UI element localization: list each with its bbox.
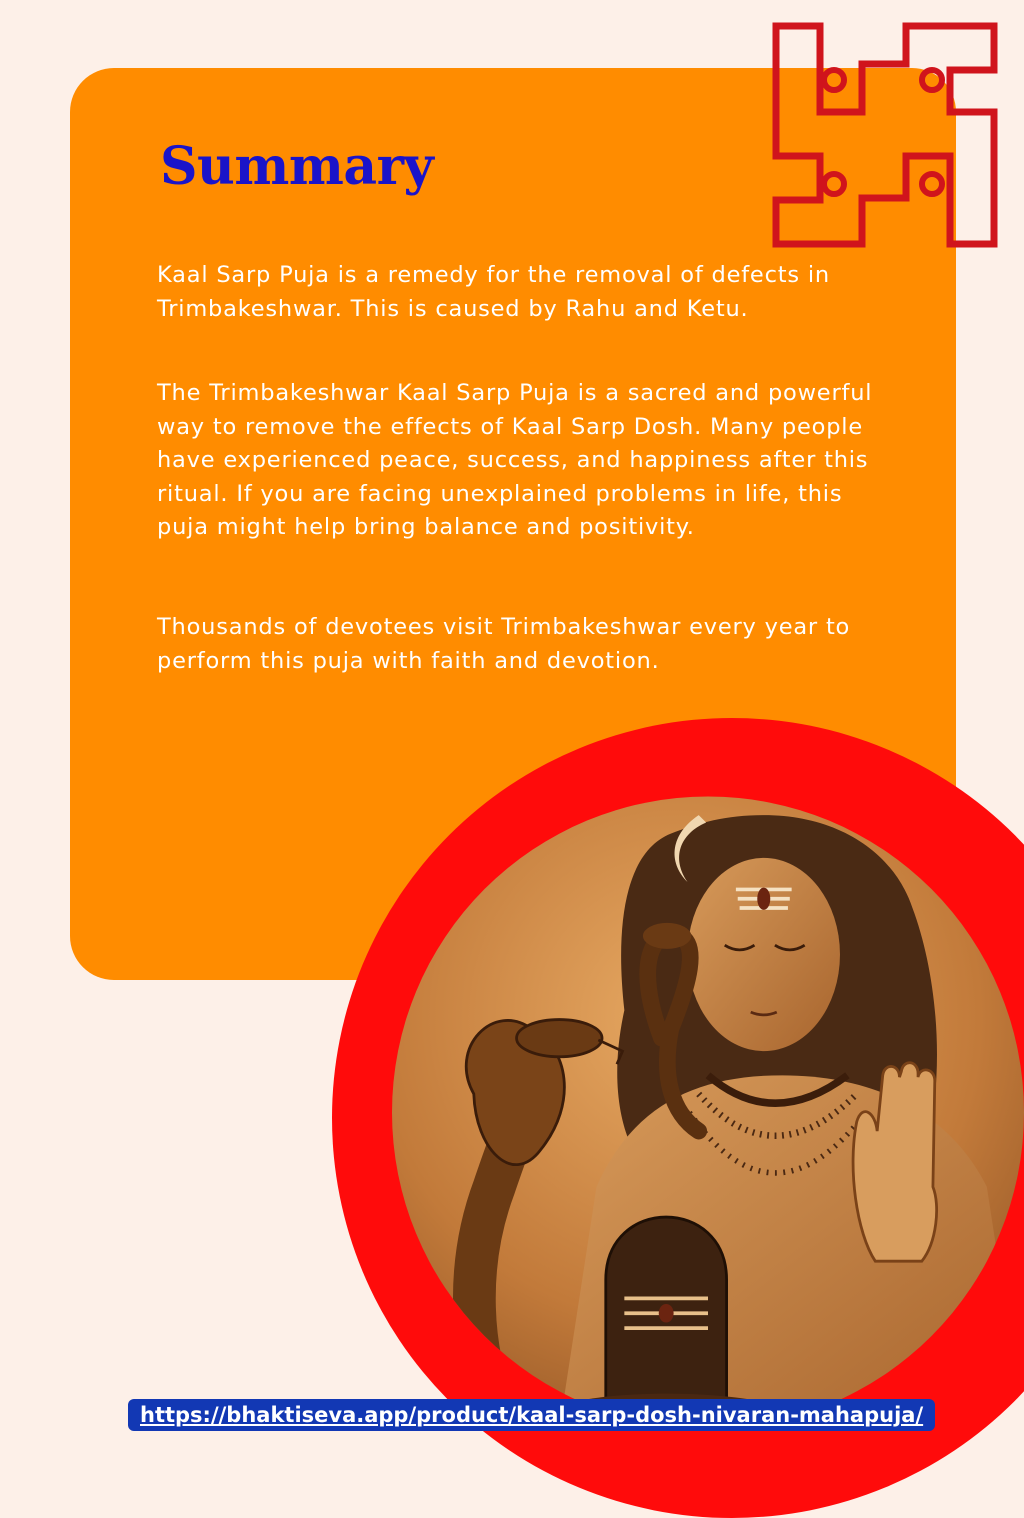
shiva-cobra-lingam-illustration [392,778,1024,1447]
summary-paragraph-devotees: Thousands of devotees visit Trimbakeshwar every year to perform this puja with faith and devotion. [157,614,851,674]
product-link[interactable]: https://bhaktiseva.app/product/kaal-sarp-dosh-nivaran-mahapuja/ [128,1399,935,1431]
summary-paragraph-intro: Kaal Sarp Puja is a remedy for the removal of defects in Trimbakeshwar. This is caused by Rahu and Ketu. [157,262,830,322]
page-title: Summary [160,136,434,197]
summary-paragraph-details: The Trimbakeshwar Kaal Sarp Puja is a sacred and powerful way to remove the effects of Kaal Sarp Dosh. Many people have experienced peace, success, and happiness after this ritual. If you are facing unexplained problems in life, this puja might help bring balance and positivity. [157,380,873,540]
swastika-icon [772,22,1000,248]
